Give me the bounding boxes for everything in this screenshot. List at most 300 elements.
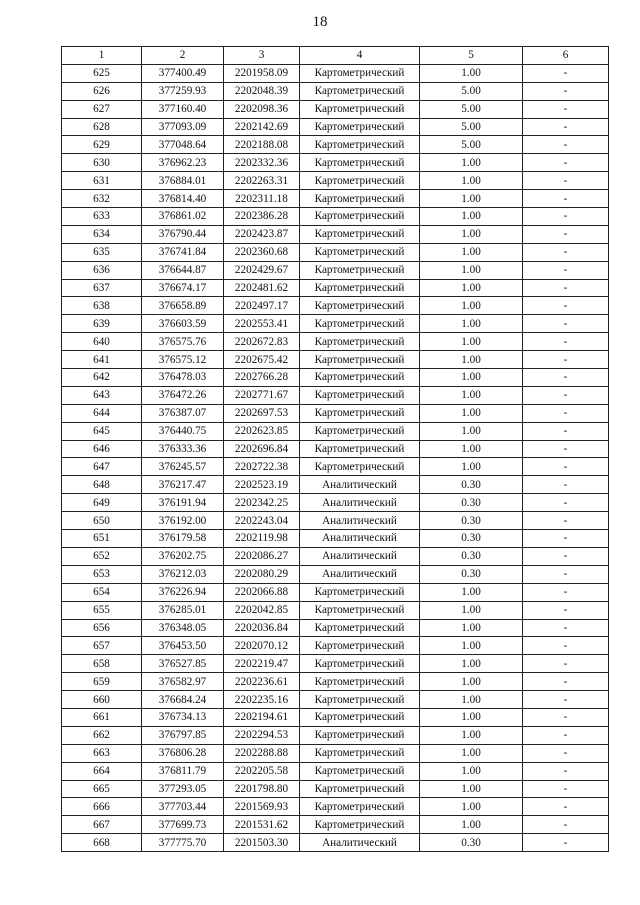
cell-accuracy: 1.00 xyxy=(420,619,523,637)
cell-accuracy: 1.00 xyxy=(420,673,523,691)
cell-point-number: 641 xyxy=(62,351,142,369)
cell-coordinate-x: 376453.50 xyxy=(142,637,224,655)
cell-point-number: 645 xyxy=(62,422,142,440)
table-row xyxy=(62,190,609,208)
column-header-1: 1 xyxy=(62,47,142,65)
cell-coordinate-x: 377400.49 xyxy=(142,64,224,82)
cell-method: Картометрический xyxy=(300,208,420,226)
cell-point-number: 665 xyxy=(62,780,142,798)
cell-note: - xyxy=(523,333,609,351)
cell-accuracy: 1.00 xyxy=(420,190,523,208)
cell-method: Картометрический xyxy=(300,655,420,673)
table-row xyxy=(62,297,609,315)
cell-method: Картометрический xyxy=(300,136,420,154)
cell-accuracy: 1.00 xyxy=(420,762,523,780)
table-row xyxy=(62,243,609,261)
cell-method: Картометрический xyxy=(300,440,420,458)
cell-point-number: 636 xyxy=(62,261,142,279)
cell-method: Картометрический xyxy=(300,422,420,440)
cell-accuracy: 5.00 xyxy=(420,100,523,118)
cell-note: - xyxy=(523,208,609,226)
cell-point-number: 637 xyxy=(62,279,142,297)
cell-note: - xyxy=(523,422,609,440)
cell-coordinate-x: 376348.05 xyxy=(142,619,224,637)
cell-method: Картометрический xyxy=(300,404,420,422)
cell-note: - xyxy=(523,261,609,279)
cell-coordinate-y: 2202311.18 xyxy=(224,190,300,208)
cell-method: Картометрический xyxy=(300,762,420,780)
cell-note: - xyxy=(523,530,609,548)
cell-coordinate-x: 376387.07 xyxy=(142,404,224,422)
table-row xyxy=(62,225,609,243)
cell-method: Картометрический xyxy=(300,297,420,315)
cell-coordinate-x: 376814.40 xyxy=(142,190,224,208)
cell-coordinate-x: 376741.84 xyxy=(142,243,224,261)
cell-coordinate-x: 376472.26 xyxy=(142,386,224,404)
cell-coordinate-y: 2202523.19 xyxy=(224,476,300,494)
cell-coordinate-x: 376226.94 xyxy=(142,583,224,601)
cell-point-number: 666 xyxy=(62,798,142,816)
cell-coordinate-y: 2202766.28 xyxy=(224,369,300,387)
cell-coordinate-x: 376806.28 xyxy=(142,744,224,762)
cell-note: - xyxy=(523,136,609,154)
cell-point-number: 649 xyxy=(62,494,142,512)
cell-note: - xyxy=(523,673,609,691)
cell-accuracy: 1.00 xyxy=(420,583,523,601)
cell-note: - xyxy=(523,547,609,565)
table-row xyxy=(62,762,609,780)
table-row xyxy=(62,404,609,422)
cell-point-number: 651 xyxy=(62,530,142,548)
table-row xyxy=(62,655,609,673)
cell-method: Картометрический xyxy=(300,744,420,762)
cell-accuracy: 1.00 xyxy=(420,601,523,619)
cell-accuracy: 1.00 xyxy=(420,708,523,726)
cell-note: - xyxy=(523,154,609,172)
cell-coordinate-y: 2202342.25 xyxy=(224,494,300,512)
cell-method: Картометрический xyxy=(300,673,420,691)
cell-accuracy: 1.00 xyxy=(420,440,523,458)
cell-method: Аналитический xyxy=(300,547,420,565)
cell-accuracy: 0.30 xyxy=(420,494,523,512)
cell-coordinate-x: 376478.03 xyxy=(142,369,224,387)
column-header-2: 2 xyxy=(142,47,224,65)
cell-accuracy: 1.00 xyxy=(420,404,523,422)
cell-accuracy: 5.00 xyxy=(420,118,523,136)
cell-method: Картометрический xyxy=(300,369,420,387)
table-row xyxy=(62,547,609,565)
table-row xyxy=(62,512,609,530)
table-row xyxy=(62,744,609,762)
cell-coordinate-x: 376861.02 xyxy=(142,208,224,226)
cell-point-number: 660 xyxy=(62,691,142,709)
cell-note: - xyxy=(523,834,609,852)
cell-method: Аналитический xyxy=(300,476,420,494)
table-row xyxy=(62,691,609,709)
cell-point-number: 659 xyxy=(62,673,142,691)
cell-coordinate-y: 2202080.29 xyxy=(224,565,300,583)
cell-coordinate-y: 2202194.61 xyxy=(224,708,300,726)
coordinates-table xyxy=(61,46,609,852)
cell-note: - xyxy=(523,708,609,726)
cell-note: - xyxy=(523,476,609,494)
cell-note: - xyxy=(523,619,609,637)
cell-coordinate-y: 2202672.83 xyxy=(224,333,300,351)
cell-coordinate-y: 2202675.42 xyxy=(224,351,300,369)
cell-coordinate-y: 2201958.09 xyxy=(224,64,300,82)
cell-accuracy: 1.00 xyxy=(420,655,523,673)
cell-coordinate-y: 2202553.41 xyxy=(224,315,300,333)
cell-coordinate-y: 2201798.80 xyxy=(224,780,300,798)
cell-coordinate-x: 377775.70 xyxy=(142,834,224,852)
cell-note: - xyxy=(523,601,609,619)
cell-point-number: 647 xyxy=(62,458,142,476)
table-row xyxy=(62,118,609,136)
cell-coordinate-y: 2202070.12 xyxy=(224,637,300,655)
cell-coordinate-x: 376575.12 xyxy=(142,351,224,369)
cell-coordinate-x: 376285.01 xyxy=(142,601,224,619)
cell-coordinate-x: 376684.24 xyxy=(142,691,224,709)
cell-method: Картометрический xyxy=(300,458,420,476)
cell-accuracy: 1.00 xyxy=(420,744,523,762)
cell-point-number: 643 xyxy=(62,386,142,404)
cell-method: Картометрический xyxy=(300,333,420,351)
cell-note: - xyxy=(523,351,609,369)
cell-note: - xyxy=(523,780,609,798)
cell-point-number: 668 xyxy=(62,834,142,852)
cell-coordinate-x: 377293.05 xyxy=(142,780,224,798)
cell-method: Аналитический xyxy=(300,530,420,548)
cell-point-number: 633 xyxy=(62,208,142,226)
cell-coordinate-y: 2201569.93 xyxy=(224,798,300,816)
cell-coordinate-x: 376658.89 xyxy=(142,297,224,315)
cell-point-number: 650 xyxy=(62,512,142,530)
cell-accuracy: 0.30 xyxy=(420,834,523,852)
table-row xyxy=(62,458,609,476)
cell-note: - xyxy=(523,816,609,834)
cell-coordinate-x: 376192.00 xyxy=(142,512,224,530)
cell-point-number: 627 xyxy=(62,100,142,118)
cell-note: - xyxy=(523,494,609,512)
cell-method: Аналитический xyxy=(300,512,420,530)
cell-coordinate-y: 2202429.67 xyxy=(224,261,300,279)
cell-method: Картометрический xyxy=(300,154,420,172)
cell-note: - xyxy=(523,82,609,100)
table-row xyxy=(62,601,609,619)
cell-note: - xyxy=(523,726,609,744)
cell-method: Картометрический xyxy=(300,816,420,834)
cell-coordinate-y: 2202236.61 xyxy=(224,673,300,691)
table-row xyxy=(62,315,609,333)
cell-coordinate-y: 2202066.88 xyxy=(224,583,300,601)
cell-note: - xyxy=(523,583,609,601)
cell-point-number: 634 xyxy=(62,225,142,243)
cell-accuracy: 5.00 xyxy=(420,82,523,100)
cell-accuracy: 1.00 xyxy=(420,691,523,709)
cell-note: - xyxy=(523,655,609,673)
table-row xyxy=(62,798,609,816)
cell-coordinate-y: 2202243.04 xyxy=(224,512,300,530)
page-number: 18 xyxy=(312,14,328,30)
table-row xyxy=(62,583,609,601)
cell-coordinate-y: 2202263.31 xyxy=(224,172,300,190)
cell-coordinate-x: 376202.75 xyxy=(142,547,224,565)
cell-coordinate-x: 376575.76 xyxy=(142,333,224,351)
cell-note: - xyxy=(523,798,609,816)
cell-coordinate-y: 2202623.85 xyxy=(224,422,300,440)
table-body xyxy=(62,64,609,851)
table-row xyxy=(62,422,609,440)
cell-coordinate-y: 2202697.53 xyxy=(224,404,300,422)
table-row xyxy=(62,440,609,458)
cell-coordinate-x: 377259.93 xyxy=(142,82,224,100)
cell-point-number: 628 xyxy=(62,118,142,136)
cell-coordinate-x: 377699.73 xyxy=(142,816,224,834)
cell-coordinate-x: 376797.85 xyxy=(142,726,224,744)
cell-accuracy: 1.00 xyxy=(420,333,523,351)
cell-method: Картометрический xyxy=(300,100,420,118)
cell-method: Картометрический xyxy=(300,190,420,208)
cell-accuracy: 1.00 xyxy=(420,637,523,655)
table-row xyxy=(62,154,609,172)
cell-note: - xyxy=(523,172,609,190)
cell-note: - xyxy=(523,637,609,655)
table-row xyxy=(62,351,609,369)
cell-accuracy: 0.30 xyxy=(420,530,523,548)
cell-coordinate-x: 376734.13 xyxy=(142,708,224,726)
cell-coordinate-x: 376962.23 xyxy=(142,154,224,172)
cell-coordinate-x: 376333.36 xyxy=(142,440,224,458)
cell-coordinate-x: 376811.79 xyxy=(142,762,224,780)
cell-method: Картометрический xyxy=(300,619,420,637)
table-row xyxy=(62,82,609,100)
cell-note: - xyxy=(523,100,609,118)
cell-note: - xyxy=(523,691,609,709)
cell-method: Картометрический xyxy=(300,386,420,404)
cell-point-number: 663 xyxy=(62,744,142,762)
cell-method: Картометрический xyxy=(300,172,420,190)
cell-coordinate-x: 376674.17 xyxy=(142,279,224,297)
cell-note: - xyxy=(523,225,609,243)
cell-method: Картометрический xyxy=(300,708,420,726)
cell-coordinate-x: 376790.44 xyxy=(142,225,224,243)
cell-note: - xyxy=(523,190,609,208)
cell-point-number: 642 xyxy=(62,369,142,387)
cell-accuracy: 1.00 xyxy=(420,351,523,369)
cell-coordinate-y: 2202722.38 xyxy=(224,458,300,476)
cell-accuracy: 1.00 xyxy=(420,798,523,816)
column-header-6: 6 xyxy=(523,47,609,65)
cell-note: - xyxy=(523,512,609,530)
table-row xyxy=(62,834,609,852)
cell-method: Картометрический xyxy=(300,315,420,333)
cell-accuracy: 0.30 xyxy=(420,476,523,494)
cell-note: - xyxy=(523,369,609,387)
cell-coordinate-y: 2202332.36 xyxy=(224,154,300,172)
cell-point-number: 654 xyxy=(62,583,142,601)
table-row xyxy=(62,172,609,190)
cell-accuracy: 1.00 xyxy=(420,279,523,297)
table-row xyxy=(62,816,609,834)
cell-point-number: 630 xyxy=(62,154,142,172)
cell-coordinate-y: 2202188.08 xyxy=(224,136,300,154)
cell-accuracy: 1.00 xyxy=(420,816,523,834)
cell-method: Картометрический xyxy=(300,279,420,297)
cell-method: Картометрический xyxy=(300,780,420,798)
column-header-3: 3 xyxy=(224,47,300,65)
cell-point-number: 667 xyxy=(62,816,142,834)
cell-point-number: 625 xyxy=(62,64,142,82)
cell-coordinate-y: 2202205.58 xyxy=(224,762,300,780)
cell-coordinate-y: 2202086.27 xyxy=(224,547,300,565)
cell-coordinate-x: 376217.47 xyxy=(142,476,224,494)
cell-coordinate-y: 2202036.84 xyxy=(224,619,300,637)
cell-method: Картометрический xyxy=(300,798,420,816)
cell-coordinate-y: 2202360.68 xyxy=(224,243,300,261)
cell-note: - xyxy=(523,297,609,315)
cell-method: Картометрический xyxy=(300,82,420,100)
cell-coordinate-x: 377160.40 xyxy=(142,100,224,118)
cell-coordinate-y: 2202219.47 xyxy=(224,655,300,673)
cell-accuracy: 1.00 xyxy=(420,154,523,172)
cell-method: Аналитический xyxy=(300,565,420,583)
cell-accuracy: 1.00 xyxy=(420,780,523,798)
cell-note: - xyxy=(523,404,609,422)
cell-accuracy: 5.00 xyxy=(420,136,523,154)
table-row xyxy=(62,100,609,118)
cell-point-number: 653 xyxy=(62,565,142,583)
cell-coordinate-y: 2202288.88 xyxy=(224,744,300,762)
table-row xyxy=(62,333,609,351)
cell-point-number: 652 xyxy=(62,547,142,565)
header-row xyxy=(62,47,609,65)
cell-point-number: 639 xyxy=(62,315,142,333)
cell-note: - xyxy=(523,440,609,458)
cell-coordinate-x: 377703.44 xyxy=(142,798,224,816)
cell-point-number: 646 xyxy=(62,440,142,458)
table-row xyxy=(62,476,609,494)
cell-coordinate-x: 376884.01 xyxy=(142,172,224,190)
cell-note: - xyxy=(523,458,609,476)
cell-note: - xyxy=(523,762,609,780)
cell-coordinate-x: 376179.58 xyxy=(142,530,224,548)
table-row xyxy=(62,136,609,154)
table-row xyxy=(62,386,609,404)
cell-coordinate-x: 377093.09 xyxy=(142,118,224,136)
cell-method: Аналитический xyxy=(300,834,420,852)
cell-coordinate-y: 2202481.62 xyxy=(224,279,300,297)
cell-method: Картометрический xyxy=(300,243,420,261)
cell-accuracy: 0.30 xyxy=(420,547,523,565)
cell-accuracy: 1.00 xyxy=(420,225,523,243)
cell-point-number: 626 xyxy=(62,82,142,100)
cell-accuracy: 1.00 xyxy=(420,422,523,440)
cell-coordinate-x: 376644.87 xyxy=(142,261,224,279)
cell-note: - xyxy=(523,64,609,82)
cell-note: - xyxy=(523,315,609,333)
cell-point-number: 658 xyxy=(62,655,142,673)
cell-point-number: 655 xyxy=(62,601,142,619)
cell-accuracy: 0.30 xyxy=(420,565,523,583)
cell-coordinate-y: 2202048.39 xyxy=(224,82,300,100)
cell-note: - xyxy=(523,386,609,404)
cell-coordinate-y: 2202294.53 xyxy=(224,726,300,744)
cell-note: - xyxy=(523,118,609,136)
cell-method: Картометрический xyxy=(300,691,420,709)
cell-coordinate-x: 376527.85 xyxy=(142,655,224,673)
cell-coordinate-y: 2202235.16 xyxy=(224,691,300,709)
cell-method: Картометрический xyxy=(300,637,420,655)
cell-coordinate-y: 2202142.69 xyxy=(224,118,300,136)
cell-accuracy: 1.00 xyxy=(420,458,523,476)
cell-coordinate-x: 376440.75 xyxy=(142,422,224,440)
cell-coordinate-x: 376245.57 xyxy=(142,458,224,476)
cell-method: Картометрический xyxy=(300,583,420,601)
cell-coordinate-x: 377048.64 xyxy=(142,136,224,154)
cell-accuracy: 1.00 xyxy=(420,726,523,744)
cell-point-number: 632 xyxy=(62,190,142,208)
cell-point-number: 648 xyxy=(62,476,142,494)
table-row xyxy=(62,494,609,512)
cell-coordinate-y: 2201531.62 xyxy=(224,816,300,834)
cell-method: Картометрический xyxy=(300,64,420,82)
column-header-5: 5 xyxy=(420,47,523,65)
cell-method: Аналитический xyxy=(300,494,420,512)
cell-coordinate-x: 376603.59 xyxy=(142,315,224,333)
cell-accuracy: 1.00 xyxy=(420,208,523,226)
cell-point-number: 661 xyxy=(62,708,142,726)
cell-accuracy: 1.00 xyxy=(420,386,523,404)
cell-coordinate-x: 376191.94 xyxy=(142,494,224,512)
cell-point-number: 664 xyxy=(62,762,142,780)
table-row xyxy=(62,708,609,726)
cell-method: Картометрический xyxy=(300,726,420,744)
cell-point-number: 644 xyxy=(62,404,142,422)
cell-point-number: 640 xyxy=(62,333,142,351)
cell-accuracy: 1.00 xyxy=(420,64,523,82)
cell-note: - xyxy=(523,565,609,583)
cell-accuracy: 1.00 xyxy=(420,297,523,315)
cell-note: - xyxy=(523,744,609,762)
cell-coordinate-y: 2202042.85 xyxy=(224,601,300,619)
table-row xyxy=(62,673,609,691)
cell-coordinate-y: 2202386.28 xyxy=(224,208,300,226)
table-row xyxy=(62,369,609,387)
table-row xyxy=(62,261,609,279)
cell-method: Картометрический xyxy=(300,601,420,619)
cell-coordinate-x: 376212.03 xyxy=(142,565,224,583)
cell-point-number: 662 xyxy=(62,726,142,744)
cell-point-number: 657 xyxy=(62,637,142,655)
cell-method: Картометрический xyxy=(300,118,420,136)
cell-method: Картометрический xyxy=(300,351,420,369)
cell-point-number: 631 xyxy=(62,172,142,190)
cell-accuracy: 1.00 xyxy=(420,261,523,279)
cell-accuracy: 0.30 xyxy=(420,512,523,530)
cell-coordinate-y: 2202423.87 xyxy=(224,225,300,243)
cell-method: Картометрический xyxy=(300,225,420,243)
table-row xyxy=(62,530,609,548)
table-row xyxy=(62,208,609,226)
cell-point-number: 635 xyxy=(62,243,142,261)
cell-coordinate-y: 2202696.84 xyxy=(224,440,300,458)
cell-accuracy: 1.00 xyxy=(420,369,523,387)
table-row xyxy=(62,619,609,637)
cell-point-number: 656 xyxy=(62,619,142,637)
cell-method: Картометрический xyxy=(300,261,420,279)
cell-coordinate-y: 2202771.67 xyxy=(224,386,300,404)
column-header-4: 4 xyxy=(300,47,420,65)
